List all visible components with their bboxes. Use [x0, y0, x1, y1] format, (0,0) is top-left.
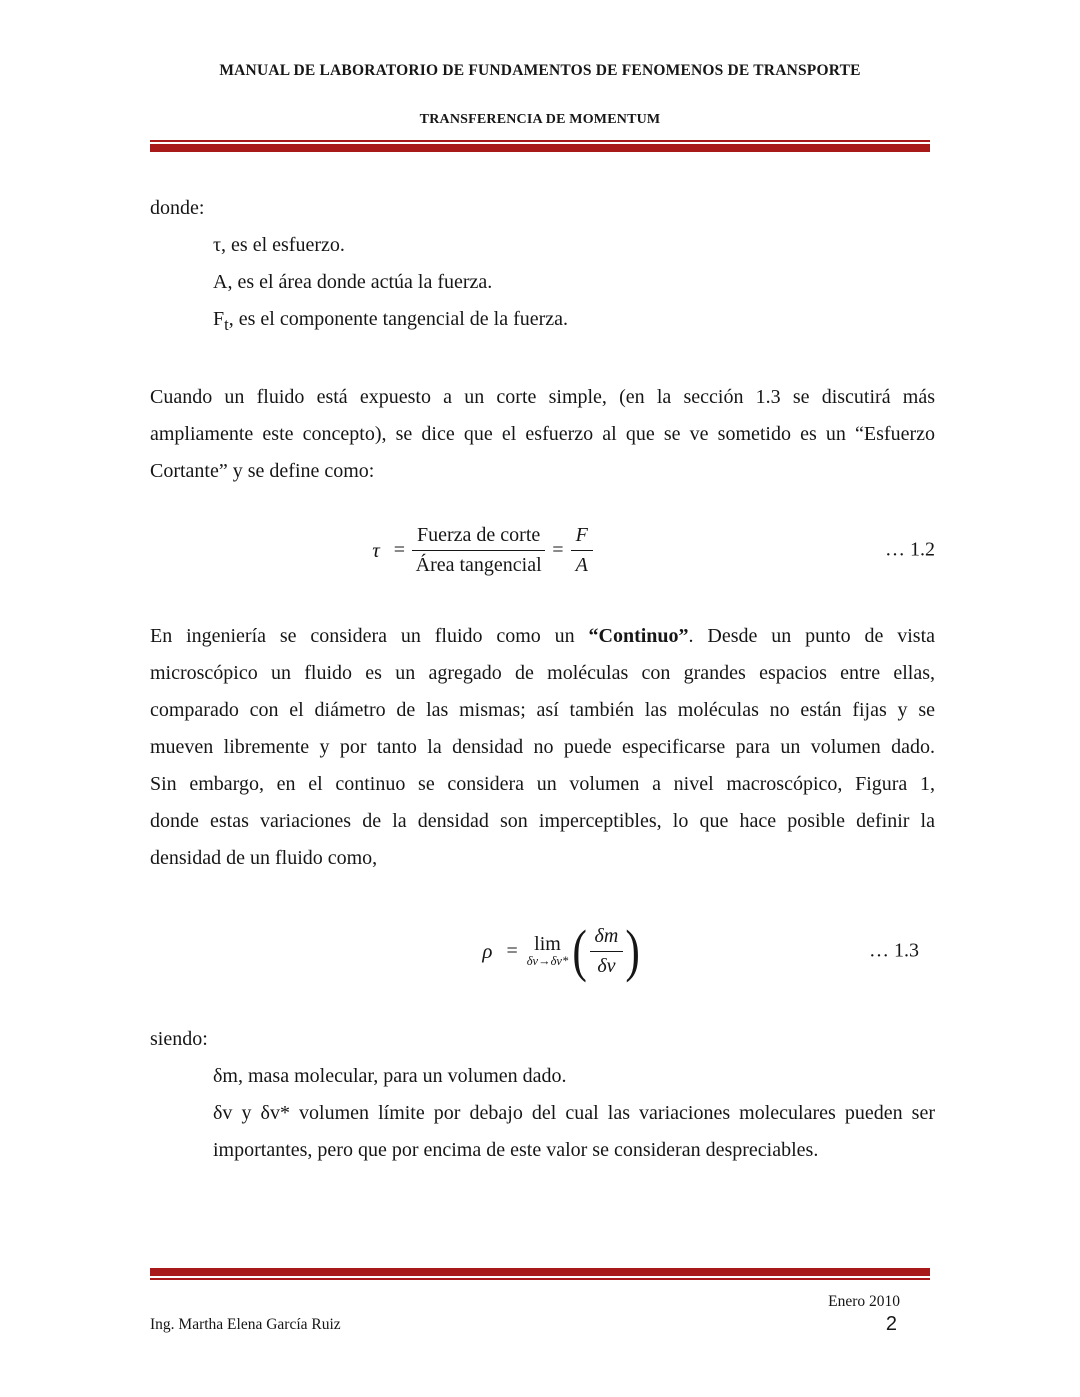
ft-subscript: t	[224, 315, 229, 334]
continuo-bold-term: “Continuo”	[588, 625, 689, 647]
fraction-denominator: δv	[597, 954, 616, 977]
text-line: ampliamente este concepto), se dice que el esfuerzo al que se ve sometido es un “Esfuerzo	[150, 423, 935, 445]
fraction-numerator: δm	[590, 925, 624, 952]
para2-line1-before: En ingeniería se considera un fluido como un	[150, 625, 589, 647]
fraction-dm-dv	[590, 925, 624, 978]
text-line: densidad de un fluido como,	[150, 847, 378, 869]
equation-number-1-3: … 1.3	[869, 939, 919, 962]
equation-1-2-body	[372, 524, 593, 577]
fraction-denominator: Área tangencial	[415, 553, 542, 576]
footer-date: Enero 2010	[828, 1293, 900, 1310]
siendo-label: siendo:	[150, 1028, 208, 1050]
text-line: Cortante” y se define como:	[150, 460, 375, 482]
equals-sign: =	[393, 538, 406, 561]
ft-text: , es el componente tangencial de la fuerza.	[228, 308, 569, 330]
page-footer	[0, 1268, 1080, 1335]
siendo-item-dv	[213, 1095, 935, 1169]
definition-list	[213, 227, 935, 343]
text-line: microscópico un fluido es un agregado de moléculas con grandes espacios entre ellas,	[150, 662, 935, 684]
close-parenthesis: )	[625, 918, 641, 983]
equals-sign: =	[552, 538, 564, 561]
fraction-numerator: F	[571, 524, 593, 551]
definition-ft	[213, 301, 935, 343]
rho-symbol: ρ	[482, 938, 493, 963]
definition-tau: τ, es el esfuerzo.	[213, 234, 345, 256]
paragraph-continuo	[150, 618, 935, 877]
tau-symbol: τ	[372, 537, 380, 562]
ft-symbol: F	[213, 308, 225, 330]
equation-1-3-body	[482, 918, 642, 983]
manual-title: MANUAL DE LABORATORIO DE FUNDAMENTOS DE FENOMENOS DE TRANSPORTE	[219, 62, 861, 79]
page-number: 2	[885, 1313, 897, 1335]
footer-rule-thin-line	[150, 1278, 930, 1280]
equals-sign: =	[506, 939, 518, 962]
footer-row	[0, 1311, 1080, 1335]
siendo-item-dm: δm, masa molecular, para un volumen dado.	[213, 1065, 567, 1087]
equation-1-3	[150, 907, 935, 995]
section-title: TRANSFERENCIA DE MOMENTUM	[419, 112, 661, 127]
document-body	[150, 190, 935, 1169]
equation-number-1-2: … 1.2	[885, 538, 935, 561]
fraction-numerator: Fuerza de corte	[412, 524, 545, 551]
limit-operator	[525, 934, 570, 968]
header-rule	[150, 140, 930, 152]
text-line: importantes, pero que por encima de este valor se consideran despreciables.	[213, 1139, 819, 1161]
footer-rule	[150, 1268, 930, 1280]
donde-label: donde:	[150, 197, 205, 219]
text-line: δv y δv* volumen límite por debajo del cual las variaciones moleculares pueden ser	[213, 1102, 935, 1124]
fraction-fuerza-area	[412, 524, 545, 577]
open-parenthesis: (	[572, 918, 588, 983]
text-line: mueven libremente y por tanto la densidad no puede especificarse para un volumen dado.	[150, 736, 935, 758]
para2-line1-after: . Desde un punto de vista	[688, 625, 936, 647]
equation-1-2	[150, 510, 935, 590]
fraction-f-a	[571, 524, 593, 577]
siendo-list	[213, 1058, 935, 1169]
text-line: Sin embargo, en el continuo se considera un volumen a nivel macroscópico, Figura 1,	[150, 773, 935, 795]
text-line: comparado con el diámetro de las mismas; así también las moléculas no están fijas y se	[150, 699, 935, 721]
page-header	[0, 0, 1080, 152]
text-line: Cuando un fluido está expuesto a un corte simple, (en la sección 1.3 se discutirá más	[150, 386, 935, 408]
paragraph-continuo-rest	[150, 655, 935, 877]
fraction-denominator: A	[575, 553, 588, 576]
lim-word: lim	[534, 933, 561, 955]
footer-author: Ing. Martha Elena García Ruiz	[150, 1316, 341, 1333]
lim-subscript: δv→δv*	[526, 954, 569, 968]
header-rule-bar	[150, 144, 930, 152]
text-line: donde estas variaciones de la densidad son imperceptibles, lo que hace posible definir la	[150, 810, 935, 832]
definition-area: A, es el área donde actúa la fuerza.	[213, 271, 493, 293]
footer-rule-bar	[150, 1268, 930, 1276]
text-line	[150, 618, 935, 655]
paragraph-esfuerzo-cortante	[150, 379, 935, 490]
